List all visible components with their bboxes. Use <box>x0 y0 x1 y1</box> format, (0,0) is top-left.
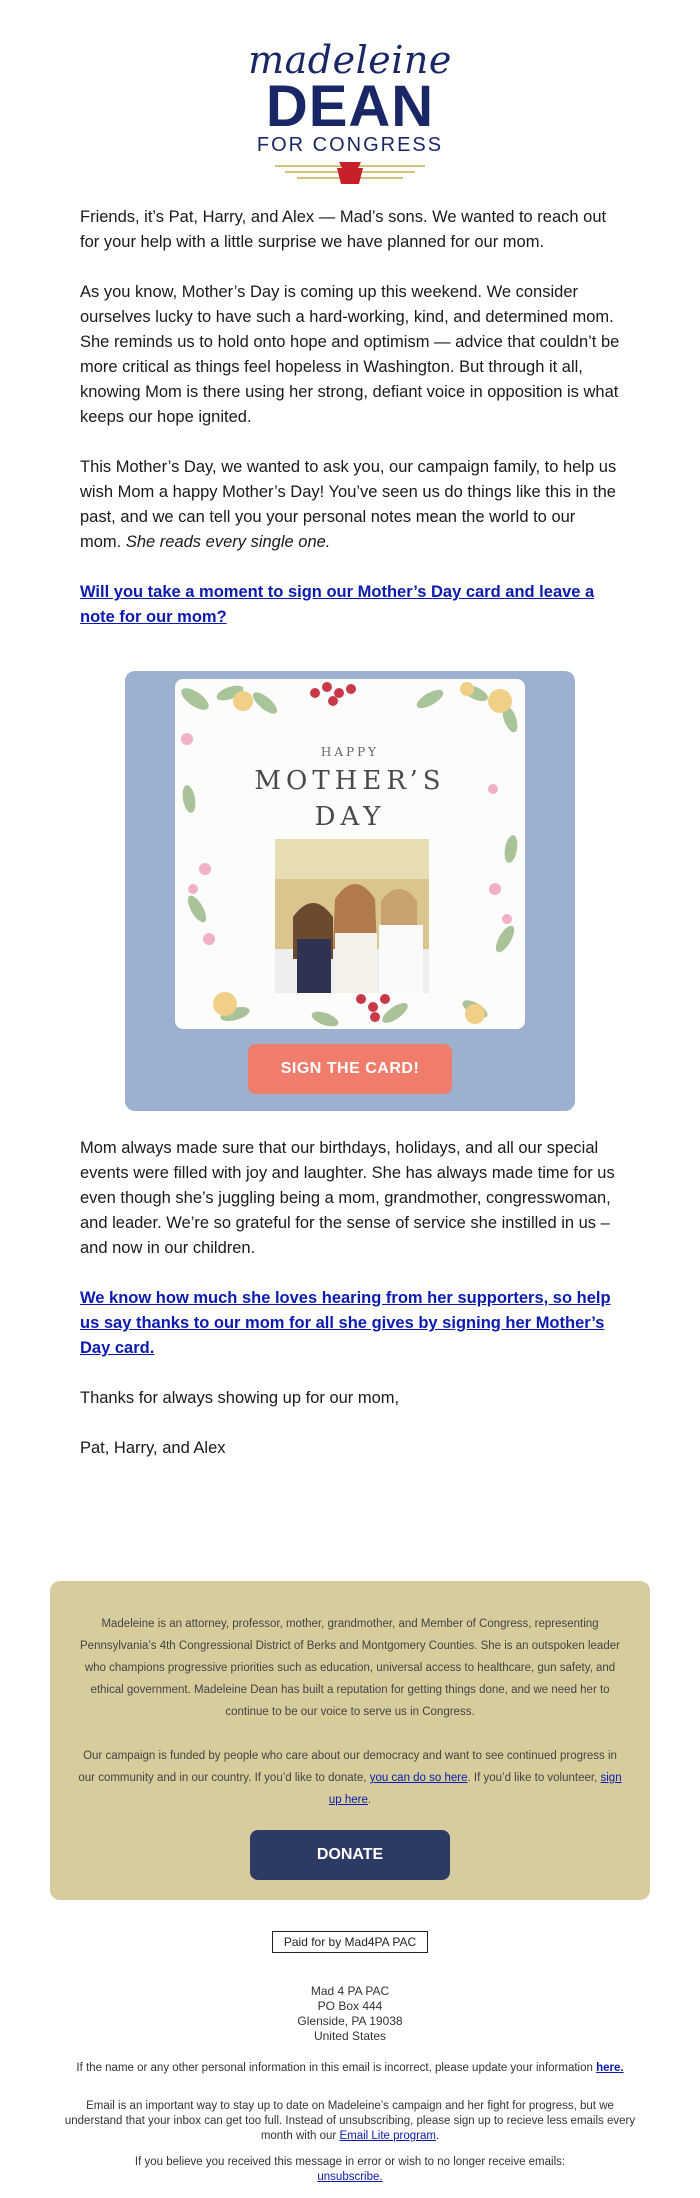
email-lite-text <box>60 2099 640 2144</box>
lite-text: Email is an important way to stay up to date on Madeleine’s campaign and her fight for progress, but we understand that your inbox can get too full. Instead of unsubscribing, please sign up to recieve less emails every month with our <box>64 2100 636 2142</box>
letter-body-top <box>80 205 620 655</box>
paragraph-memories: Mom always made sure that our birthdays, holidays, and all our special events were filled with joy and laughter. She has always made time for us even though she’s juggling being a mom, grandmother, congresswoman, and leader. We’re so grateful for the sense of service she instilled in us – and now in our children. <box>80 1139 615 1257</box>
lite-end: . <box>435 2130 440 2142</box>
ask-italic: She reads every single one. <box>125 533 331 551</box>
update-info-text <box>60 2061 640 2076</box>
paragraph-intro: Friends, it’s Pat, Harry, and Alex — Mad’s sons. We wanted to reach out for your help with a little surprise we have planned for our mom. <box>80 208 607 251</box>
funding-pre: Our campaign is funded by people who care about our democracy and want to see continued progress in our community and in our country. If you’d like to donate, <box>78 1750 617 1784</box>
logo-last-name: DEAN <box>265 74 435 139</box>
update-text: If the name or any other personal information in this email is incorrect, please update your information <box>76 2062 593 2074</box>
card-title <box>175 763 525 835</box>
card-happy-text: HAPPY <box>320 745 380 759</box>
family-photo <box>275 839 429 993</box>
campaign-info-box <box>50 1581 650 1900</box>
address-line: PO Box 444 <box>317 1999 383 2013</box>
address-line: Glenside, PA 19038 <box>297 2014 403 2028</box>
paragraph-ask <box>80 455 620 555</box>
keystone-icon <box>275 160 425 188</box>
address-line: Mad 4 PA PAC <box>310 1984 390 1998</box>
volunteer-link[interactable]: sign up here <box>328 1772 622 1806</box>
paid-for-disclaimer: Paid for by Mad4PA PAC <box>272 1931 428 1953</box>
unsubscribe-text <box>60 2155 640 2185</box>
logo-tagline: FOR CONGRESS <box>256 134 444 156</box>
paragraph-thanks: Thanks for always showing up for our mom, <box>80 1389 400 1407</box>
campaign-logo <box>0 40 700 188</box>
card-day-text: DAY <box>314 802 386 832</box>
email-lite-link[interactable]: Email Lite program <box>339 2130 436 2142</box>
sign-card-button[interactable]: SIGN THE CARD! <box>248 1044 452 1094</box>
donate-button[interactable]: DONATE <box>250 1830 450 1880</box>
card-mothers-text: MOTHER’S <box>254 766 446 796</box>
funding-mid: . If you’d like to volunteer, <box>467 1772 598 1784</box>
mothers-day-card-image[interactable] <box>175 679 525 1029</box>
mailing-address <box>0 1984 700 2044</box>
letter-body-bottom <box>80 1136 620 1486</box>
funding-end: . <box>367 1794 372 1806</box>
sign-card-link[interactable]: Will you take a moment to sign our Mother’s Day card and leave a note for our mom? <box>80 583 595 626</box>
unsubscribe-link[interactable]: unsubscribe. <box>317 2171 383 2183</box>
unsub-text: If you believe you received this message in error or wish to no longer receive emails: <box>134 2156 566 2168</box>
sign-card-link-2[interactable]: We know how much she loves hearing from her supporters, so help us say thanks to our mom for all she gives by signing her Mother’s Day card. <box>80 1289 611 1357</box>
address-line: United States <box>313 2029 387 2043</box>
donate-link[interactable]: you can do so here <box>369 1772 468 1784</box>
candidate-bio: Madeleine is an attorney, professor, mother, grandmother, and Member of Congress, representing Pennsylvania’s 4th Congressional District of Berks and Montgomery Counties. She is an outspoken leader who champions progressive priorities such as education, universal access to healthcare, gun safety, and ethical government. Madeleine Dean has built a reputation for getting things done, and we need her to continue to be our voice to serve us in Congress. <box>80 1618 620 1718</box>
ask-text: This Mother’s Day, we wanted to ask you, our campaign family, to help us wish Mom a happy Mother’s Day! You’ve seen us do things like this in the past, and we can tell you your personal notes mean the world to our mom. <box>80 458 617 551</box>
paragraph-mothers-day: As you know, Mother’s Day is coming up this weekend. We consider ourselves lucky to have such a hard-working, kind, and determined mom. She reminds us to hold onto hope and optimism — advice that couldn’t be more critical as things feel hopeless in Washington. But through it all, knowing Mom is there using her strong, defiant voice in opposition is what keeps our hope ignited. <box>80 283 620 426</box>
logo-first-name: madeleine <box>248 38 452 82</box>
signature: Pat, Harry, and Alex <box>80 1439 226 1457</box>
update-info-link[interactable]: here. <box>596 2062 624 2074</box>
mothers-day-card-panel <box>125 671 575 1111</box>
funding-text <box>78 1745 622 1811</box>
